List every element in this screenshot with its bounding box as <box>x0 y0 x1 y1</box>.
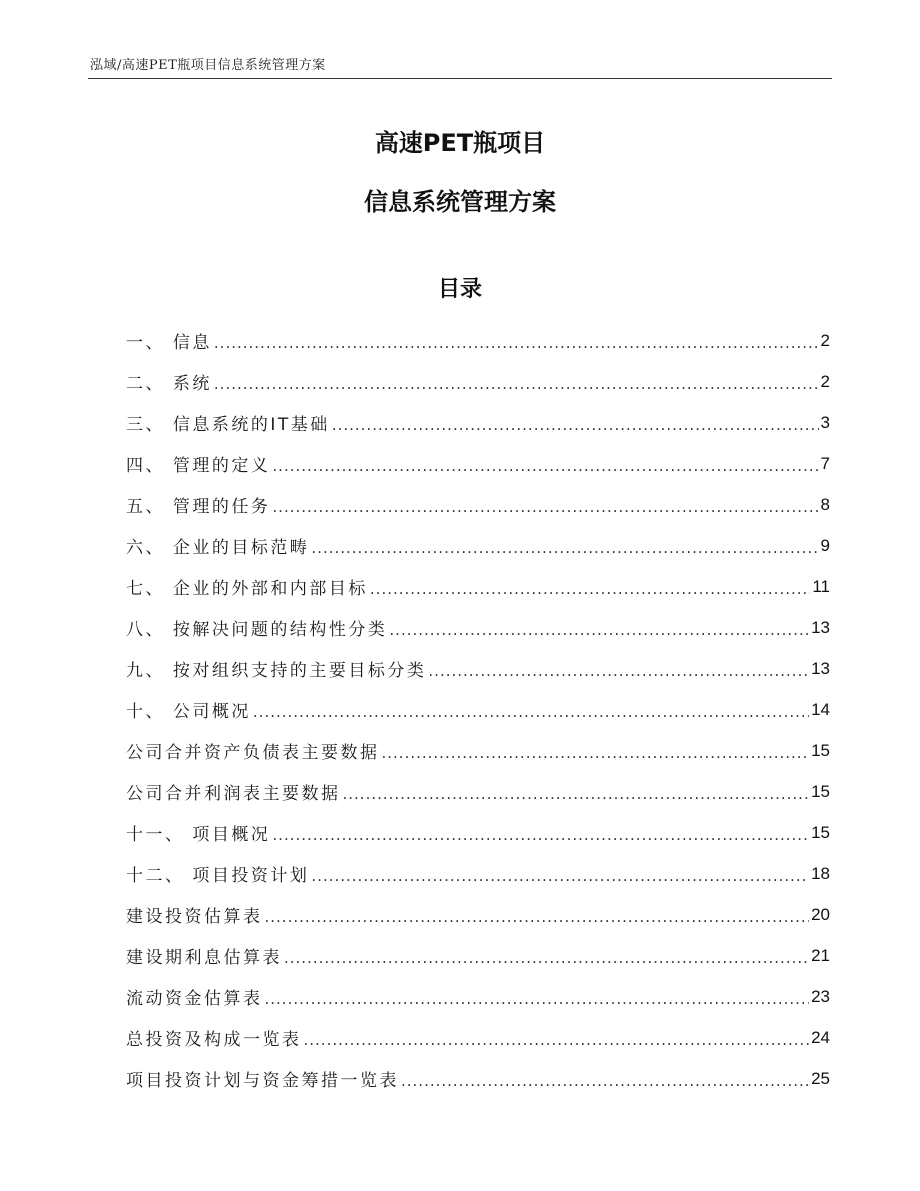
toc-entry[interactable] <box>126 361 830 402</box>
toc-entry-page: 13 <box>811 658 830 678</box>
toc-leader-dots <box>253 703 809 721</box>
header-divider <box>88 78 832 79</box>
toc-leader-dots <box>382 744 810 762</box>
toc-entry-page: 20 <box>811 904 830 924</box>
toc-entry[interactable] <box>126 648 830 689</box>
toc-leader-dots <box>332 416 819 434</box>
toc-entry-label: 公司合并资产负债表主要数据 <box>126 743 380 763</box>
toc-entry[interactable] <box>126 812 830 853</box>
toc-entry-page: 2 <box>820 371 830 391</box>
toc-entry-page: 15 <box>811 740 830 760</box>
toc-entry-label: 一、 信息 <box>126 333 212 353</box>
toc-leader-dots <box>311 539 818 557</box>
toc-entry[interactable] <box>126 402 830 443</box>
toc-entry[interactable] <box>126 320 830 361</box>
toc-entry[interactable] <box>126 484 830 525</box>
toc-entry-page: 13 <box>811 617 830 637</box>
toc-entry-label: 四、 管理的定义 <box>126 456 271 476</box>
toc-entry-page: 2 <box>820 330 830 350</box>
toc-entry-label: 八、 按解决问题的结构性分类 <box>126 620 388 640</box>
toc-leader-dots <box>401 1072 809 1090</box>
toc-entry-page: 15 <box>811 822 830 842</box>
toc-entry[interactable] <box>126 853 830 894</box>
toc-entry[interactable] <box>126 443 830 484</box>
running-header: 泓域/高速PET瓶项目信息系统管理方案 <box>90 58 326 73</box>
toc-leader-dots <box>304 1031 810 1049</box>
toc-entry-label: 十二、 项目投资计划 <box>126 866 310 886</box>
toc-entry[interactable] <box>126 976 830 1017</box>
toc-entry-label: 总投资及构成一览表 <box>126 1030 302 1050</box>
toc-entry-label: 七、 企业的外部和内部目标 <box>126 579 368 599</box>
toc-entry-label: 十、 公司概况 <box>126 702 251 722</box>
toc-entry-label: 六、 企业的目标范畴 <box>126 538 310 558</box>
toc-entry-label: 公司合并利润表主要数据 <box>126 784 341 804</box>
toc-entry-label: 建设投资估算表 <box>126 907 263 927</box>
toc-entry-page: 9 <box>820 535 830 555</box>
toc-entry-page: 18 <box>811 863 830 883</box>
table-of-contents <box>126 320 830 1099</box>
toc-leader-dots <box>272 826 809 844</box>
toc-entry[interactable] <box>126 935 830 976</box>
toc-entry-page: 24 <box>811 1027 830 1047</box>
toc-entry-label: 三、 信息系统的IT基础 <box>126 415 330 435</box>
toc-leader-dots <box>370 580 810 598</box>
toc-entry-label: 十一、 项目概况 <box>126 825 271 845</box>
toc-leader-dots <box>389 621 809 639</box>
document-title-line-2: 信息系统管理方案 <box>364 188 556 216</box>
toc-entry[interactable] <box>126 525 830 566</box>
toc-entry[interactable] <box>126 607 830 648</box>
toc-entry-page: 8 <box>820 494 830 514</box>
toc-entry[interactable] <box>126 1017 830 1058</box>
toc-entry-label: 二、 系统 <box>126 374 212 394</box>
toc-leader-dots <box>265 990 810 1008</box>
toc-entry-page: 15 <box>811 781 830 801</box>
toc-entry-label: 九、 按对组织支持的主要目标分类 <box>126 661 427 681</box>
toc-entry-label: 五、 管理的任务 <box>126 497 271 517</box>
toc-entry-label: 流动资金估算表 <box>126 989 263 1009</box>
toc-entry-label: 建设期利息估算表 <box>126 948 282 968</box>
toc-entry[interactable] <box>126 894 830 935</box>
toc-entry-label: 项目投资计划与资金筹措一览表 <box>126 1071 399 1091</box>
toc-leader-dots <box>272 498 818 516</box>
toc-leader-dots <box>214 334 819 352</box>
toc-leader-dots <box>265 908 810 926</box>
toc-entry[interactable] <box>126 730 830 771</box>
document-title-line-1: 高速PET瓶项目 <box>374 129 546 157</box>
toc-entry-page: 11 <box>812 576 830 596</box>
toc-entry-page: 14 <box>811 699 830 719</box>
toc-entry[interactable] <box>126 689 830 730</box>
toc-entry[interactable] <box>126 566 830 607</box>
toc-entry-page: 23 <box>811 986 830 1006</box>
toc-entry-page: 25 <box>811 1068 830 1088</box>
toc-entry-page: 7 <box>820 453 830 473</box>
toc-entry[interactable] <box>126 1058 830 1099</box>
toc-entry-page: 21 <box>811 945 830 965</box>
toc-leader-dots <box>311 867 809 885</box>
toc-leader-dots <box>428 662 809 680</box>
toc-entry[interactable] <box>126 771 830 812</box>
toc-leader-dots <box>343 785 810 803</box>
toc-leader-dots <box>214 375 819 393</box>
toc-leader-dots <box>272 457 818 475</box>
toc-entry-page: 3 <box>820 412 830 432</box>
toc-leader-dots <box>284 949 809 967</box>
toc-heading: 目录 <box>437 277 482 302</box>
